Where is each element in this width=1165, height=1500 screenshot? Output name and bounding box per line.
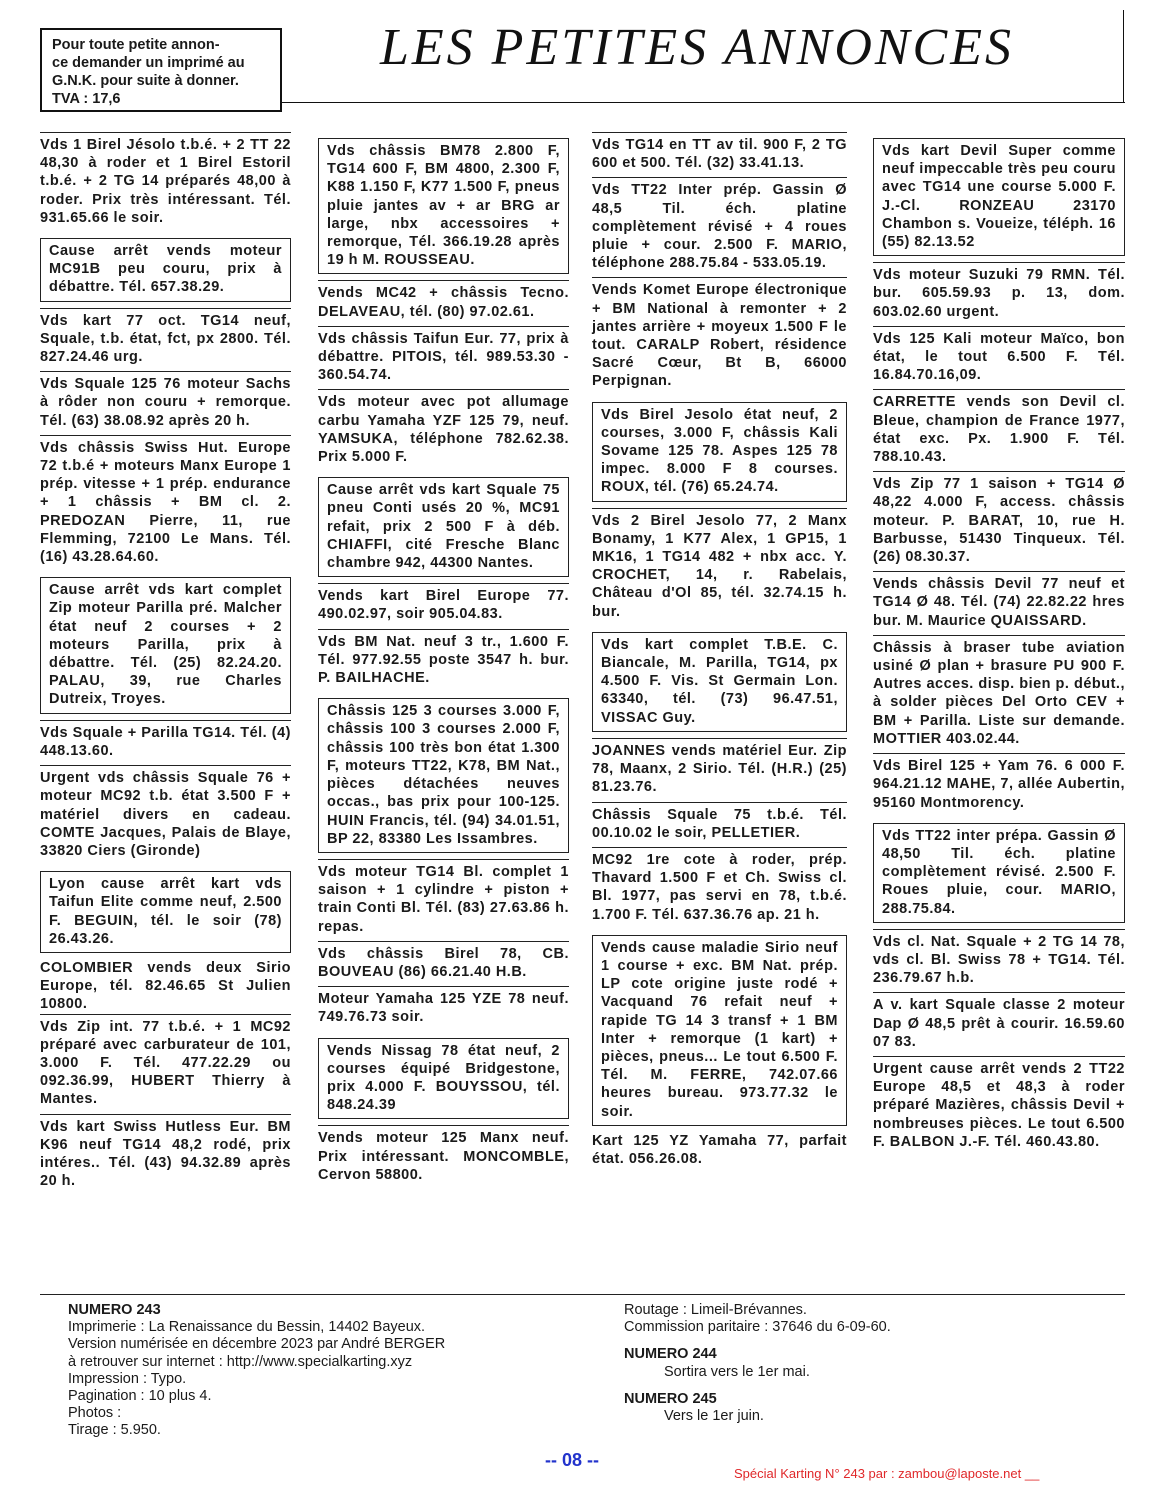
classified-ad: Vds TT22 Inter prép. Gassin Ø 48,5 Til. éch. platine complètement révisé + 4 roues pluie + cour. 2.500 F. MARIO, téléphone 288.75.84 - 533.05.19. — [592, 177, 847, 277]
classified-ad: Urgent cause arrêt vends 2 TT22 Europe 48,5 et 48,3 à roder préparé Mazières, châssis Devil + nombreuses pièces. Le tout 6.500 F. BALBON J.-F. Tél. 460.43.80. — [873, 1056, 1125, 1156]
classified-ad: Châssis Squale 75 t.b.é. Tél. 00.10.02 le soir, PELLETIER. — [592, 802, 847, 847]
website-link[interactable]: à retrouver sur internet : http://www.specialkarting.xyz — [68, 1353, 413, 1370]
footer-next-issues — [624, 1302, 1104, 1425]
classified-ad: Vds 1 Birel Jésolo t.b.é. + 2 TT 22 48,30 à roder et 1 Birel Estoril t.b.é. + 2 TG 14 préparés 48,00 à roder. Prix très intéressant. Tél. 931.65.66 le soir. — [40, 132, 291, 232]
commission-line: Commission paritaire : 37646 du 6-09-60. — [624, 1319, 891, 1336]
credit-line: Spécial Karting N° 243 par : zambou@laposte.net __ — [734, 1466, 1040, 1481]
column-ads-list — [873, 138, 1125, 1156]
classified-ad-boxed: Cause arrêt vds kart complet Zip moteur Parilla pré. Malcher état neuf 2 courses + 2 moteurs Parilla, prix à débattre. Tél. (25) 82.24.20. PALAU, 39, rue Charles Dutreix, Troyes. — [40, 577, 291, 713]
classified-ad: Vds cl. Nat. Squale + 2 TG 14 78, vds cl. Bl. Swiss 78 + TG14. Tél. 236.79.67 h.b. — [873, 929, 1125, 993]
header-note-line: Pour toute petite annon- — [52, 37, 220, 53]
classified-ad: Moteur Yamaha 125 YZE 78 neuf. 749.76.73 soir. — [318, 986, 569, 1031]
classified-ad: Kart 125 YZ Yamaha 77, parfait état. 056.26.08. — [592, 1132, 847, 1167]
ads-column-4 — [873, 132, 1125, 1156]
classified-ad: Vds 125 Kali moteur Maïco, bon état, le tout 6.500 F. Tél. 16.84.70.16,09. — [873, 326, 1125, 390]
classified-ad: Vds moteur Suzuki 79 RMN. Tél. bur. 605.59.93 p. 13, dom. 603.02.60 urgent. — [873, 262, 1125, 326]
header-note-line: ce demander un imprimé au — [52, 55, 245, 71]
column-ads-list — [318, 138, 569, 1189]
classified-ad: Vds 2 Birel Jesolo 77, 2 Manx Bonamy, 1 K77 Alex, 1 GP15, 1 MK16, 1 TG14 482 + nbx acc. Y. CROCHET, 14, r. Rabelais, Château d'Ol 85, tél. 32.74.15 h. bur. — [592, 508, 847, 626]
imprint-line: Version numérisée en décembre 2023 par André BERGER — [68, 1336, 446, 1353]
classified-ad: Vds châssis Swiss Hut. Europe 72 t.b.é + moteurs Manx Europe 1 prép. vitesse + 1 prép. endurance + 1 châssis + BM cl. 2. PREDOZAN Pierre, 11, rue Flemming, 72100 Le Mans. Tél. (16) 43.28.64.60. — [40, 435, 291, 571]
imprint-line: Pagination : 10 plus 4. — [68, 1388, 212, 1405]
classified-ad: Vends châssis Devil 77 neuf et TG14 Ø 48. Tél. (74) 22.82.22 hres bur. M. Maurice QUAISSARD. — [873, 571, 1125, 635]
classified-ad: Châssis à braser tube aviation usiné Ø plan + brasure PU 900 F. Autres acces. disp. bien p. début., à solder pièces Del Orto CEV + BM + Parilla. Liste sur demande. MOTTIER 403.02.44. — [873, 635, 1125, 753]
next-issue-244-title: NUMERO 244 — [624, 1346, 717, 1363]
classified-ad: Vds Zip int. 77 t.b.é. + 1 MC92 préparé avec carburateur de 101, 3.000 F. Tél. 477.22.29 ou 092.36.99, HUBERT Thierry à Mantes. — [40, 1014, 291, 1114]
classified-ad-boxed: Vds kart complet T.B.E. C. Biancale, M. Parilla, TG14, px 4.500 F. Vis. St Germain Lon. 63340, tél. (73) 96.47.51, VISSAC Guy. — [592, 632, 847, 732]
classified-ad-boxed: Vends cause maladie Sirio neuf 1 course + exc. BM Nat. prép. LP cote origine juste rodé + Vacquand 76 refait neuf + rapide TG 14 3 transf + 1 BM Inter + remorque (1 kart) + pièces, pneus... Le tout 6.500 F. Tél. M. FERRE, 742.07.66 heures bureau. 973.77.32 le soir. — [592, 935, 847, 1126]
classified-ad: Urgent vds châssis Squale 76 + moteur MC92 t.b. état 3.500 F + matériel divers en cadeau. COMTE Jacques, Palais de Blaye, 33820 Ciers (Gironde) — [40, 765, 291, 865]
page-title: LES PETITES ANNONCES — [380, 19, 1015, 76]
classified-ad: Vds TG14 en TT av til. 900 F, 2 TG 600 et 500. Tél. (32) 33.41.13. — [592, 132, 847, 177]
classified-ad-boxed: Vds Birel Jesolo état neuf, 2 courses, 3.000 F, châssis Kali Sovame 125 78. Aspes 125 78 impec. 8.000 F 8 courses. ROUX, tél. (76) 65.24.74. — [592, 402, 847, 502]
classified-ad: Vends moteur 125 Manx neuf. Prix intéressant. MONCOMBLE, Cervon 58800. — [318, 1125, 569, 1189]
classified-ad: Vds Zip 77 1 saison + TG14 Ø 48,22 4.000 F, access. châssis moteur. P. BARAT, 10, rue H. Barbusse, 51430 Tinqueux. Tél. (26) 08.30.37. — [873, 471, 1125, 571]
page-number: -- 08 -- — [545, 1450, 599, 1470]
classified-ad: Vends MC42 + châssis Tecno. DELAVEAU, tél. (80) 97.02.61. — [318, 280, 569, 325]
header-note-box — [40, 28, 282, 112]
imprint-line: Imprimerie : La Renaissance du Bessin, 14402 Bayeux. — [68, 1319, 426, 1336]
classified-ad: Vends Komet Europe électronique + BM National à remonter + 2 jantes arrière + moyeux 1.500 F le tout. CARALP Robert, résidence Sacré Cœur, Bt B, 66000 Perpignan. — [592, 277, 847, 395]
imprint-line: Photos : — [68, 1405, 122, 1422]
classified-ad: Vds Squale 125 76 moteur Sachs à rôder non couru + remorque. Tél. (63) 38.08.92 après 20 h. — [40, 371, 291, 435]
classified-ad: Vds kart Swiss Hutless Eur. BM K96 neuf TG14 48,2 rodé, prix intéres.. Tél. (43) 94.32.89 après 20 h. — [40, 1114, 291, 1196]
classified-ad: Vds châssis Birel 78, CB. BOUVEAU (86) 66.21.40 H.B. — [318, 941, 569, 986]
classified-ad-boxed: Lyon cause arrêt kart vds Taifun Elite comme neuf, 2.500 F. BEGUIN, tél. le soir (78) 26.43.26. — [40, 871, 291, 953]
classified-ad: CARRETTE vends son Devil cl. Bleue, champion de France 1977, état exc. Px. 1.900 F. Tél. 788.10.43. — [873, 389, 1125, 471]
classified-ad-boxed: Vds kart Devil Super comme neuf impeccable très peu couru avec TG14 une course 5.000 F. J.-Cl. RONZEAU 23170 Chambon s. Voueize, téléph. 16 (55) 82.13.52 — [873, 138, 1125, 256]
classified-ad-boxed: Vds châssis BM78 2.800 F, TG14 600 F, BM 4800, 2.300 F, K88 1.150 F, K77 1.500 F, pneus pluie jantes av + ar BRG ar large, nbx accessoires + remorque, Tél. 366.19.28 après 19 h M. ROUSSEAU. — [318, 138, 569, 274]
routage-line: Routage : Limeil-Brévannes. — [624, 1302, 807, 1318]
classified-ad: Vds Squale + Parilla TG14. Tél. (4) 448.13.60. — [40, 720, 291, 765]
imprint-line: Impression : Typo. — [68, 1370, 187, 1387]
classified-ad: Vds Birel 125 + Yam 76. 6 000 F. 964.21.12 MAHE, 7, allée Aubertin, 95160 Montmorency. — [873, 753, 1125, 817]
issue-number: NUMERO 243 — [68, 1302, 161, 1318]
classified-ad-boxed: Cause arrêt vends moteur MC91B peu couru, prix à débattre. Tél. 657.38.29. — [40, 238, 291, 302]
column-ads-list — [592, 132, 847, 1168]
classified-ad: Vds BM Nat. neuf 3 tr., 1.600 F. Tél. 977.92.55 poste 3547 h. bur. P. BAILHACHE. — [318, 629, 569, 693]
classified-ad: COLOMBIER vends deux Sirio Europe, tél. 82.46.65 St Julien 10800. — [40, 959, 291, 1013]
next-issue-245-text: Vers le 1er juin. — [664, 1408, 764, 1425]
next-issue-244-text: Sortira vers le 1er mai. — [664, 1363, 810, 1380]
classified-ad-boxed: Cause arrêt vds kart Squale 75 pneu Conti usés 20 %, MC91 refait, prix 2 500 F à déb. CHIAFFI, cité Fresche Blanc chambre 942, 44300 Nantes. — [318, 477, 569, 577]
classified-ad: Vds kart 77 oct. TG14 neuf, Squale, t.b. état, fct, px 2800. Tél. 827.24.46 urg. — [40, 308, 291, 372]
classified-ad: Vends kart Birel Europe 77. 490.02.97, soir 905.04.83. — [318, 583, 569, 628]
footer-divider — [40, 1294, 1125, 1295]
classified-ad: Vds moteur TG14 Bl. complet 1 saison + 1 cylindre + piston + train Conti Bl. Tél. (83) 27.63.86 h. repas. — [318, 859, 569, 941]
footer-imprint — [68, 1302, 548, 1440]
imprint-line: Tirage : 5.950. — [68, 1422, 161, 1439]
classified-ad-boxed: Châssis 125 3 courses 3.000 F, châssis 100 3 courses 2.000 F, châssis 100 très bon état 1.300 F, moteurs TT22, K78, BM Nat., pièces détachées neuves occas., bas prix pour 100-125. HUIN Francis, tél. (94) 34.01.51, BP 22, 83380 Les Issambres. — [318, 698, 569, 853]
classified-ad-boxed: Vds TT22 inter prépa. Gassin Ø 48,50 Til. éch. platine complètement révisé. 2.500 F. Roues pluie, cour. MARIO, 288.75.84. — [873, 823, 1125, 923]
column-ads-list — [40, 132, 291, 1195]
classified-ad: MC92 1re cote à roder, prép. Thavard 1.500 F et Ch. Swiss cl. Bl. 1977, pas servi en 78, t.b.é. 1.700 F. Tél. 637.36.76 ap. 21 h. — [592, 847, 847, 929]
next-issue-245-title: NUMERO 245 — [624, 1390, 717, 1407]
title-frame-right — [1123, 10, 1124, 102]
classified-ad: Vds moteur avec pot allumage carbu Yamaha YZF 125 79, neuf. YAMSUKA, téléphone 782.62.38. Prix 5.000 F. — [318, 389, 569, 471]
classified-ad: JOANNES vends matériel Eur. Zip 78, Maanx, 2 Sirio. Tél. (H.R.) (25) 81.23.76. — [592, 738, 847, 802]
ads-column-2 — [318, 132, 569, 1189]
classified-ad-boxed: Vends Nissag 78 état neuf, 2 courses équipé Bridgestone, prix 4.000 F. BOUYSSOU, tél. 848.24.39 — [318, 1038, 569, 1120]
ads-column-1 — [40, 132, 291, 1195]
ads-column-3 — [592, 132, 847, 1168]
classified-ad: A v. kart Squale classe 2 moteur Dap Ø 48,5 prêt à courir. 16.59.60 07 83. — [873, 992, 1125, 1056]
title-frame-bottom — [282, 102, 1125, 103]
header-note-line: TVA : 17,6 — [52, 91, 121, 107]
header-note-line: G.N.K. pour suite à donner. — [52, 73, 239, 89]
classified-ad: Vds châssis Taifun Eur. 77, prix à débattre. PITOIS, tél. 989.53.30 - 360.54.74. — [318, 326, 569, 390]
